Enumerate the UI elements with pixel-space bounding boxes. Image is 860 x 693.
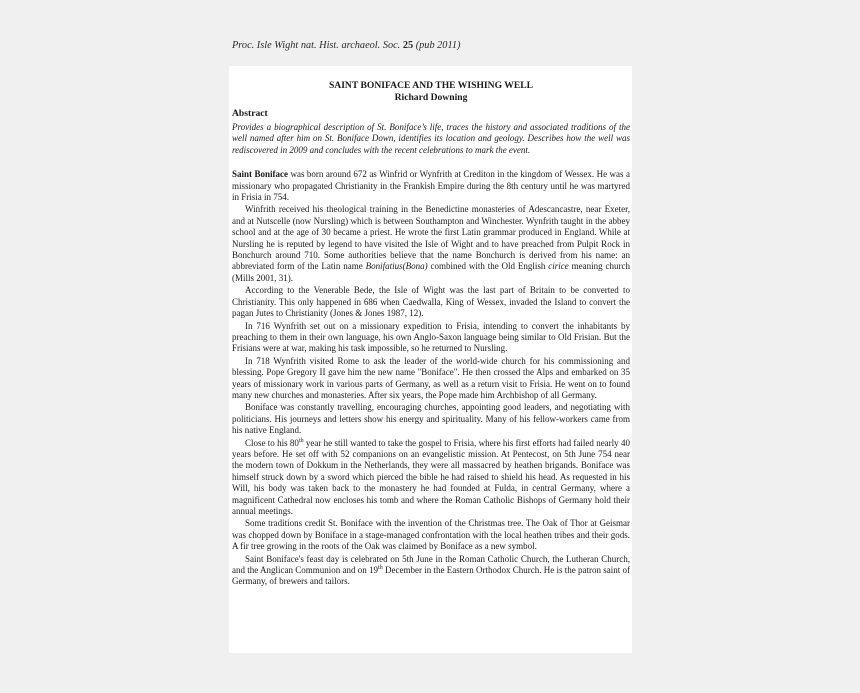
ordinal-suffix: th [298,437,304,444]
paragraph-lead: Saint Boniface [232,169,288,180]
paragraph-text: Winfrith received his theological training in the Benedictine monasteries of Adescancastre, near Exeter, and at Nutscelle (now Nursling) which is between Southampton and Winchester. Wynfrith taught in the abbey school and at the age of 30 became a priest. He wrote the first Latin grammar produced in England. While at Nursling he is reputed by legend to have visited the Isle of Wight and to have preached from Pulpit Rock in Bonchurch around 710. Some authorities believe that the name Bonchurch is derived from his name: an abbreviated form of the Latin name [232,204,630,272]
journal-name: Proc. Isle Wight nat. Hist. archaeol. Soc. [232,40,403,51]
paragraph-text: December in the Eastern Orthodox Church. He is the patron saint of Germany, of brewers and tailors. [232,565,631,587]
old-english-word: cirice [548,261,569,272]
paragraph-1 [232,169,630,203]
paragraph-text: was born around 672 as Winfrid or Wynfrith at Crediton in the kingdom of Wessex. He was a missionary who propagated Christianity in the Frankish Empire during the 8th century until he was martyred in Frisia in 754. [232,169,630,203]
journal-header [232,40,460,51]
paragraph-8: Some traditions credit St. Boniface with the invention of the Christmas tree. The Oak of Thor at Geismar was chopped down by Boniface in a stage-managed confrontation with the local heathen tribes and their gods. A fir tree growing in the roots of the Oak was claimed by Boniface as a new symbol. [232,518,630,552]
paragraph-text: combined with the Old English [427,261,549,272]
paragraph-text: meaning church (Mills 2001, 31). [232,261,630,283]
paragraph-text: Saint Boniface's feast day is celebrated on 5th June in the Roman Catholic Church, the Lutheran Church, and the Anglican Communion and on 19 [232,553,630,576]
paragraph-5: In 718 Wynfrith visited Rome to ask the leader of the world-wide church for his commissioning and blessing. Pope Gregory II gave him the new name "Boniface". He then crossed the Alps and embarked on 35 years of missionary work in various parts of Germany, as well as a return visit to Frisia. He went on to found many new churches and monasteries. After six years, the Pope made him Archbishop of all Germany. [232,355,630,400]
document-page [229,66,632,653]
paragraph-4: In 716 Wynfrith set out on a missionary expedition to Frisia, intending to convert the inhabitants by preaching to them in their own language, his own Anglo-Saxon language being similar to Old Frisian. But the Frisians were at war, making his task impossible, so he returned to Nursling. [232,320,630,354]
paragraph-9 [232,554,630,588]
latin-name: Bonifatius(Bona) [365,261,428,272]
abstract-heading: Abstract [232,108,268,119]
article-author: Richard Downing [394,92,468,103]
paragraph-text: Close to his 80 [245,437,299,448]
paragraph-6: Boniface was constantly travelling, encouraging churches, appointing good leaders, and negotiating with politicians. His journeys and letters show his energy and spirituality. Many of his fellow-workers came from his native England. [232,402,630,436]
paragraph-text: year he still wanted to take the gospel to Frisia, where his first efforts had failed nearly 40 years before. He set off with 52 companions on an evangelistic mission. At Pentecost, on 5th June 754 near the modern town of Dokkum in the Netherlands, they were all massacred by heathen brigands. Boniface was himself struck down by a sword which pierced the bible he had raised to shield his head. As requested in his Will, his body was taken back to the monastery he had founded at Fulda, in central Germany, where a magnificent Cathedral now encloses his tomb and where the Roman Catholic Bishops of Germany hold their annual meetings. [232,437,630,516]
journal-volume: 25 [402,40,414,51]
paragraph-7 [232,438,630,518]
ordinal-suffix: th [378,565,383,572]
paragraph-3: According to the Venerable Bede, the Isle of Wight was the last part of Britain to be converted to Christianity. This only happened in 686 when Caedwalla, King of Wessex, invaded the Island to convert the pagan Jutes to Christianity (Jones & Jones 1987, 12). [232,285,630,319]
journal-year: (pub 2011) [413,40,461,51]
article-title: SAINT BONIFACE AND THE WISHING WELL [328,80,534,91]
abstract-text: Provides a biographical description of St. Boniface’s life, traces the history and associated traditions of the well named after him on St. Boniface Down, identifies its location and geology. Describes how the well was rediscovered in 2009 and concludes with the recent celebrations to mark the event. [232,122,630,155]
paragraph-2 [232,204,630,284]
